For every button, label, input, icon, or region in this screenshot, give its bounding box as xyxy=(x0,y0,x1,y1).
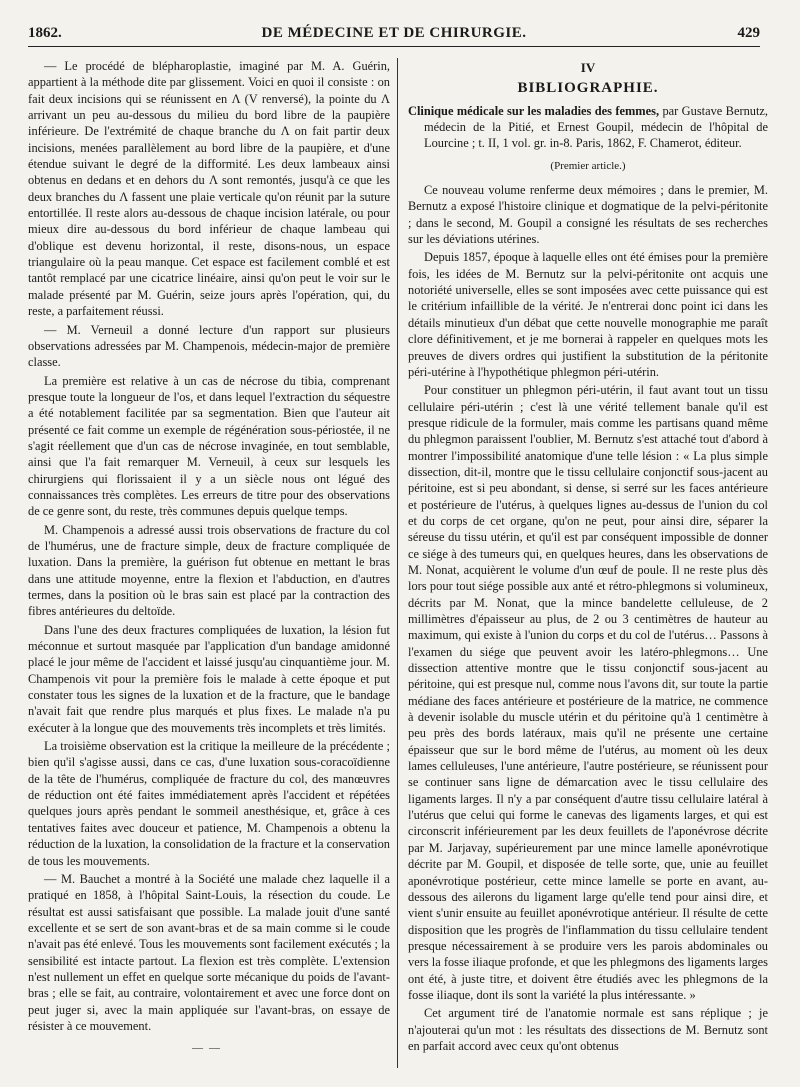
running-header xyxy=(28,22,760,47)
paragraph-tibia-necrosis: La première est relative à un cas de nécrose du tibia, comprenant presque toute la longueur de l'os, et dans lequel l'extraction du séquestre a été notablement facilitée par sa segmentation. Bien que l'auteur ait présenté ce fait comme un exemple de régénération sous-périostée, il ne s'agit réellement que d'un cas de nécrose invaginée, en tout semblable, ainsi que l'a fait remarquer M. Verneuil, à ceux sur lesquels les chirurgiens qui florissaient il y a un siècle nous ont légué des connaissances très complètes. Les erreurs de titre pour des observations de ce genre sont, du reste, très communes depuis quelque temps. xyxy=(28,373,390,519)
column-divider xyxy=(397,58,398,1068)
page-number: 429 xyxy=(737,25,760,41)
section-number: IV xyxy=(580,60,596,75)
book-title: Clinique médicale sur les maladies des femmes, xyxy=(408,103,660,118)
paragraph-volume-intro: Ce nouveau volume renferme deux mémoires ; dans le premier, M. Bernutz a exposé l'histoire clinique et dogmatique de la pelvi-péritonite ; dans le second, M. Goupil a consigné les résultats de ses recherches sur les déviations utérines. xyxy=(408,183,768,247)
section-title: BIBLIOGRAPHIE. xyxy=(517,80,659,97)
paragraph-blepharoplasty: — Le procédé de blépharoplastie, imaginé par M. A. Guérin, appartient à la méthode dite par glissement. Voici en quoi il consiste : on fait deux incisions qui se réunissent en Λ (V renversé), la pointe du Λ arrivant un peu au-dessous du milieu du bord libre de la paupière inférieure. De l'extrémité de chaque branche du Λ on fait partir deux incisions, menées parallèlement au bord libre de la paupière, et d'une étendue suivant le degré de la difformité. Les deux lambeaux ainsi obtenus en dedans et en dehors du Λ sont remontés, jusqu'à ce que les deux branches du Λ fassent une plaie verticale qu'on réunit par la suture entortillée. Il reste alors au-dessous de chaque incision latérale, ou pour mieux dire au-dessous du bord inférieur de chaque lambeau qui d'oblique est devenu horizontal, il reste, disons-nous, un espace triangulaire où la peau manque. Cet espace est facilement comblé et est tantôt remplacé par une cicatrice linéaire, ainsi qu'on peut le voir sur le malade présenté par M. Guérin, seize jours après l'opération, qui, du reste, a parfaitement réussi. xyxy=(28,59,390,319)
paragraph-fracture-luxation: Dans l'une des deux fractures compliquées de luxation, la lésion fut méconnue et surtout masquée par l'application d'un bandage amidonné placé le jour même de l'accident et laissé jusqu'au cinquantième jour. M. Champenois vit pour la première fois le malade à cette époque et put constater tous les signes de la luxation et de la fracture, que le bandage n'avait fait que rendre plus marqués et plus fixes. Le malade n'a pu exécuter à la longue que des mouvements très incomplets et très limités. xyxy=(28,622,390,735)
paragraph-humerus-fractures: M. Champenois a adressé aussi trois observations de fracture du col de l'humérus, une de fracture simple, deux de fracture compliquée de luxation. Dans la première, la guérison fut obtenue en mettant le bras dans une attitude moyenne, entre la flexion et l'abduction, en d'autres termes, dans la position où le bras sain est placé par la contraction des fibres antérieures du deltoïde. xyxy=(28,522,390,619)
paragraph-bernutz-ideas: Depuis 1857, époque à laquelle elles ont été émises pour la première fois, les idées de M. Bernutz sur la pelvi-péritonite ont acquis une notoriété universelle, elles se sont imposées avec cette puissance qui est le critérium infaillible de la vérité. Je n'entrerai donc point ici dans les détails minutieux d'un débat que cette nouvelle monographie me paraît clore définitivement, et je me bornerai à rappeler en quelques mots les preuves de divers ordres qui justifient la substitution de la péritonite péri-utérine à l'hypothétique phlegmon péri-utérin. xyxy=(408,250,768,379)
book-details: par Gustave Bernutz, médecin de la Pitié, et Ernest Goupil, médecin de l'hôpital de Lourcine ; t. II, 1 vol. gr. in-8. Paris, 1862, F. Chamerot, éditeur. xyxy=(424,103,768,151)
article-subtitle: (Premier article.) xyxy=(550,159,626,172)
section-separator: —— xyxy=(192,1042,226,1055)
header-year: 1862. xyxy=(28,25,62,41)
paragraph-third-observation: La troisième observation est la critique la meilleure de la précédente ; bien qu'il s'agisse aussi, dans ce cas, d'une luxation sous-coracoïdienne de la tête de l'humérus, compliquée de fracture du col, des manœuvres de réduction ont été faites immédiatement après l'accident et répétées quelques jours après pendant le sommeil anesthésique, et, grâce à ces tentatives faites avec douceur et patience, M. Champenois a obtenu la réduction de la luxation, la consolidation de la fracture et la conservation de tous les mouvements. xyxy=(28,739,390,868)
header-title: DE MÉDECINE ET DE CHIRURGIE. xyxy=(261,25,527,41)
left-column xyxy=(28,58,390,1063)
paragraph-anatomy-argument: Pour constituer un phlegmon péri-utérin, il faut avant tout un tissu cellulaire péri-utérin ; c'est là une vérité tellement banale qu'il est presque ridicule de la formuler, mais comme les partisans quand même du phlegmon paraissent l'oublier, M. Bernutz s'est attaché tout d'abord à montrer l'impossibilité anatomique d'une telle lésion : « La plus simple dissection, dit-il, montre que le tissu cellulaire conjonctif sous-jacent au péritoine, est si peu abondant, si dense, si serré sur les faces antérieure et postérieure de l'utérus, à quelques lignes au-dessus de l'union du col et du corps de cet organe, qu'on ne peut, pour ainsi dire, séparer la séreuse du tissu utérin, et qu'il est par conséquent impossible de donner ce siége à des tumeurs qui, en quelques heures, dans les observations de M. Nonat, acquièrent le volume d'un œuf de poule. Il ne reste plus dès lors pour tout siége possible aux anté et rétro-phlegmons si volumineux, décrits par M. Nonat, que la mince bandelette celluleuse, de 2 millimètres d'épaisseur au plus, de 2 ou 3 centimètres de hauteur au maximum, qui existe à l'union du corps et du col de l'utérus… Passons à l'examen du siége que peuvent avoir les latéro-phlegmons… Une dissection attentive montre que le tissu conjonctif sous-jacent au péritoine, qui est presque nul, comme nous l'avons dit, sur toute la partie médiane des faces antérieure et postérieure de la matrice, ne commence à devenir isolable du muscle utérin et du péritoine qu'à 1 centimètre à peu près des bords latéraux, mais qu'il ne présente une certaine épaisseur que sur le bord même de l'utérus, au moment où les deux lames celluleuses, l'une antérieure, l'autre postérieure, se réunissent pour se continuer sans ligne de démarcation avec le tissu cellulaire des ligaments larges. Il n'y a par conséquent d'autre tissu cellulaire latéral à l'utérus que celui qui forme le canevas des ligaments larges, et qui est circonscrit inférieurement par les deux feuillets de l'aponévrose décrite par M. Jarjavay, supérieurement par une mince lamelle aponévrotique décrite par M. Goupil, et disposée de telle sorte, que, unie au feuillet aponévrotique postérieur, cette mince lamelle se porte en avant, au-dessous des ailerons du ligament large qu'elle tend pour ainsi dire, et vient s'unir ensuite au feuillet aponévrotique antérieur. Il résulte de cette disposition que les progrès de l'inflammation du tissu cellulaire tendent presque nécessairement à se produire vers les parois abdominales ou vers la fosse iliaque profonde, et que les phlegmons des ligaments larges ont été, à juste titre, et doivent être étudiés avec les phlegmons de la fosse iliaque, dont ils sont la variété la plus intéressante. » xyxy=(408,383,768,1002)
paragraph-verneuil-report: — M. Verneuil a donné lecture d'un rapport sur plusieurs observations adressées par M. Champenois, médecin-major de première classe. xyxy=(28,322,390,370)
paragraph-bauchet-resection: — M. Bauchet a montré à la Société une malade chez laquelle il a pratiqué en 1858, à l'hôpital Saint-Louis, la résection du coude. Le résultat est aussi satisfaisant que possible. La malade jouit d'une santé excellente et se sert de son avant-bras et de sa main comme si le coude n'avait pas été enlevé. Tous les mouvements sont facilement exécutés ; la sensibilité est intacte partout. La flexion est très complète. L'extension n'est nullement un effet en quelque sorte mécanique du poids de l'avant-bras ; elle se fait, au contraire, volontairement et avec une force dont on peut juger si, avec la main appliquée sur l'avant-bras, on essaye de résister à ce mouvement. xyxy=(28,871,390,1033)
paragraph-conclusion: Cet argument tiré de l'anatomie normale est sans réplique ; je n'ajouterai qu'un mot : les résultats des dissections de M. Bernutz sont en parfait accord avec ceux qu'ont obtenus xyxy=(408,1006,768,1053)
book-reference xyxy=(408,103,768,152)
right-column xyxy=(408,58,768,1056)
